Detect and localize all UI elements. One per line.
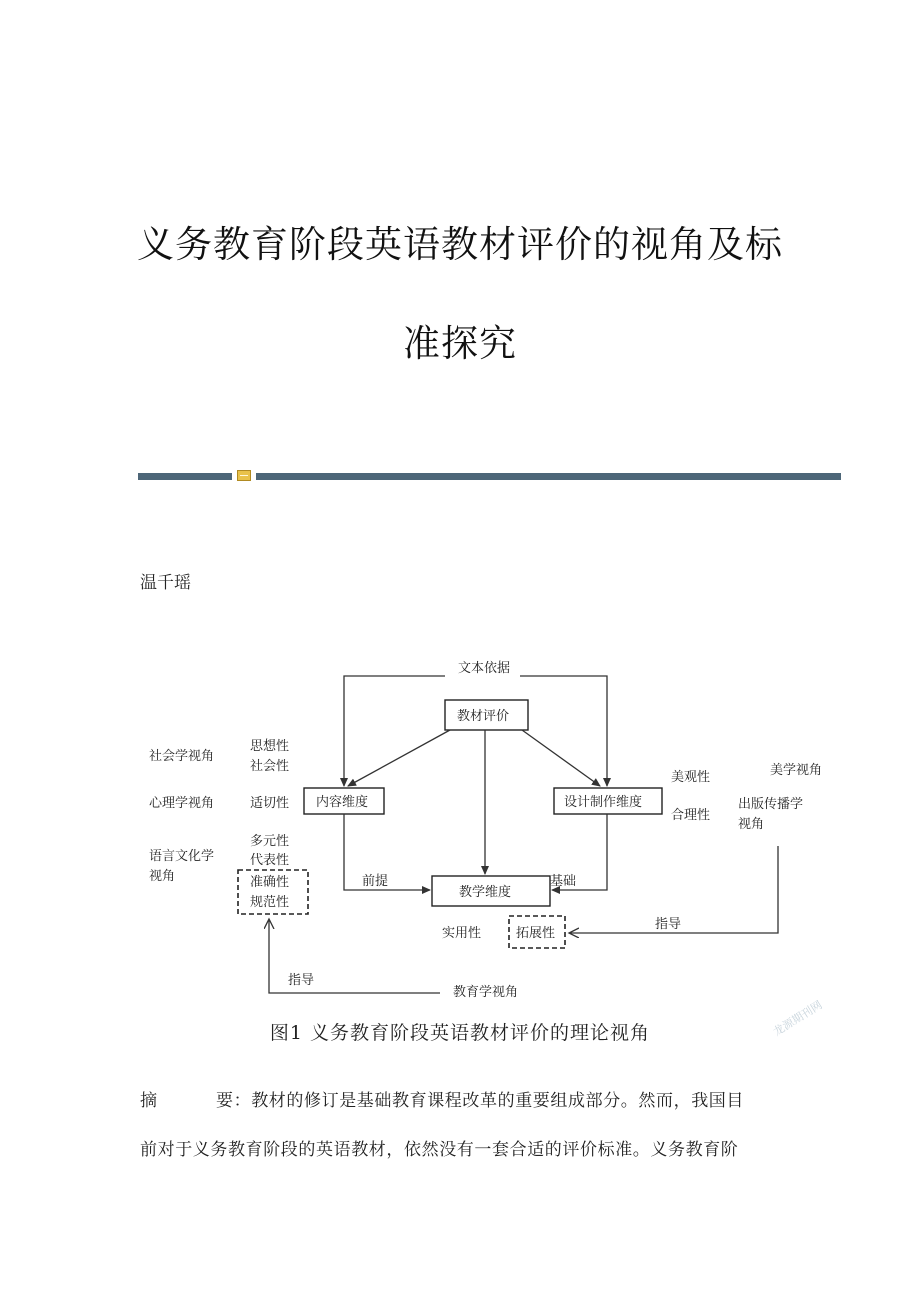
publishing-perspective-line-1: 出版传播学: [738, 797, 804, 812]
divider-bar-right: [256, 473, 841, 480]
textbook-evaluation-label: 教材评价: [457, 709, 510, 724]
evaluation-to-content-arrow: [348, 730, 450, 786]
left-guidance-label: 指导: [288, 973, 315, 988]
design-dimension-label: 设计制作维度: [564, 795, 643, 810]
rational-attribute: 合理性: [671, 808, 711, 823]
abstract-label-part-2: 要：: [216, 1091, 252, 1111]
education-perspective: 教育学视角: [453, 985, 519, 1000]
practical-attribute: 实用性: [442, 926, 482, 941]
premise-label: 前提: [362, 874, 389, 889]
culture-perspective-line-2: 视角: [149, 869, 176, 884]
basis-label: 基础: [550, 874, 577, 889]
content-dimension-label: 内容维度: [316, 795, 369, 810]
appropriate-attribute: 适切性: [250, 796, 290, 811]
aesthetic-attribute: 美观性: [671, 770, 711, 785]
text-basis-label: 文本依据: [458, 661, 511, 676]
abstract-label-part-1: 摘: [140, 1091, 158, 1111]
abstract-text-line-1: 教材的修订是基础教育课程改革的重要组成部分。然而，我国目: [251, 1091, 745, 1111]
sociology-perspective: 社会学视角: [149, 749, 215, 764]
figure-caption: 图1 义务教育阶段英语教材评价的理论视角: [269, 1022, 651, 1044]
right-guidance-label: 指导: [655, 917, 682, 932]
ideological-attribute: 思想性: [250, 739, 290, 754]
envelope-icon: [237, 470, 251, 481]
paper-title-line-2: 准探究: [403, 322, 517, 365]
divider-bar-left: [138, 473, 232, 480]
teaching-dimension-label: 教学维度: [459, 885, 512, 900]
representative-attribute: 代表性: [250, 853, 290, 868]
text-basis-right-arrow: [520, 676, 607, 786]
evaluation-to-design-arrow: [522, 730, 600, 786]
paper-title-line-1: 义务教育阶段英语教材评价的视角及标: [137, 223, 783, 266]
author-name: 温千瑶: [140, 573, 191, 593]
psychology-perspective: 心理学视角: [149, 796, 215, 811]
abstract-line-2: 前对于义务教育阶段的英语教材，依然没有一套合适的评价标准。义务教育阶: [140, 1140, 739, 1160]
standard-attribute: 规范性: [250, 895, 290, 910]
watermark: 龙源期刊网: [770, 998, 825, 1039]
publishing-perspective-line-2: 视角: [738, 817, 765, 832]
decorative-divider: [138, 470, 841, 482]
aesthetics-perspective: 美学视角: [770, 763, 823, 778]
social-attribute: 社会性: [250, 759, 290, 774]
accurate-attribute: 准确性: [250, 875, 290, 890]
theory-perspective-diagram: [130, 650, 830, 1010]
text-basis-left-arrow: [344, 676, 445, 786]
extension-attribute: 拓展性: [516, 926, 556, 941]
diverse-attribute: 多元性: [250, 834, 290, 849]
abstract-line-1: [140, 1086, 780, 1111]
culture-perspective-line-1: 语言文化学: [149, 849, 215, 864]
